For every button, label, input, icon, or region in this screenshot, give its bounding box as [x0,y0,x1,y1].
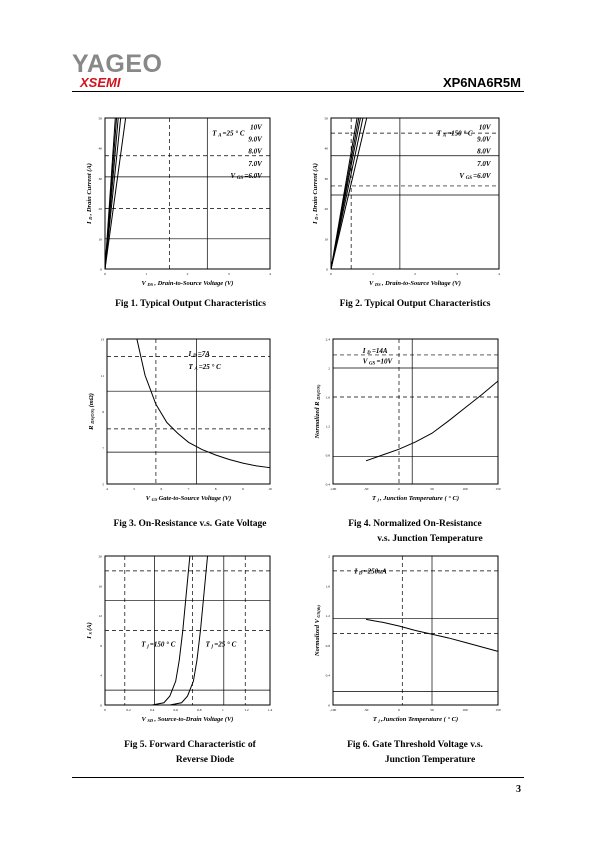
x-tick-label: 7 [187,487,190,491]
series-line [137,339,270,468]
chart-annotation: 7.0V [477,159,491,168]
figure-caption: Fig 4. Normalized On-Resistance v.s. Junction Temperature [348,519,483,544]
footer-divider [72,777,524,778]
x-tick-label: 0 [330,272,332,276]
x-tick-label: 1 [372,272,374,276]
chart-annotation: I D =14A [362,347,388,357]
figure-caption: Fig 1. Typical Output Characteristics [115,299,266,309]
y-tick-label: 1.6 [325,395,330,400]
y-axis-label: I S (A) [86,622,94,639]
x-tick-label: 3 [227,272,230,276]
series-line [331,118,363,269]
x-tick-label: 1 [221,708,224,712]
y-tick-label: 1.2 [325,424,330,429]
chart-5 [86,554,273,724]
y-tick-label: 16 [98,584,102,589]
x-tick-label: 0 [104,272,106,276]
x-tick-label: 6 [160,487,163,491]
x-tick-label: 0 [398,708,400,712]
y-tick-label: 2 [328,366,330,371]
x-tick-label: 0.2 [126,708,131,712]
y-axis-label: I D , Drain Current (A) [312,163,320,224]
chart-4 [314,337,501,503]
y-tick-label: 10 [98,237,102,242]
y-tick-label: 0 [100,703,102,708]
chart-2 [312,116,500,288]
chart-annotation: 9.0V [248,135,262,144]
x-tick-label: 4 [106,487,108,491]
y-tick-label: 13 [100,337,104,342]
x-axis-label: T j , Junction Temperature ( ° C) [372,495,459,503]
y-tick-label: 50 [98,116,102,121]
series-line [105,118,121,269]
figure-caption: Fig 5. Forward Characteristic of Reverse Diode [124,740,256,765]
y-tick-label: 2 [328,554,330,559]
x-axis-label: V SD , Source-to-Drain Voltage (V) [141,716,234,724]
y-tick-label: 4 [100,673,102,678]
chart-annotation: T j =150 ° C [141,640,176,650]
series-line [366,381,498,461]
y-tick-label: 9 [102,410,104,414]
x-tick-label: 4 [269,272,271,276]
x-tick-label: 100 [462,708,468,712]
x-tick-label: 1 [145,272,148,276]
x-axis-label: V DS , Drain-to-Source Voltage (V) [141,280,234,288]
figure-caption: Fig 2. Typical Output Characteristics [339,299,491,309]
x-tick-label: 2 [414,272,416,276]
y-tick-label: 0.4 [325,482,330,487]
y-axis-label: Normalized V GS(th) [314,604,322,657]
x-tick-label: 2 [186,272,189,276]
chart-annotation: V GS =6.0V [459,171,491,182]
page-number: 3 [516,784,521,795]
logo-brand: YAGEO [72,50,163,78]
y-axis-label: R DS(ON) (mΩ) [88,393,96,430]
x-tick-label: 10 [268,487,272,491]
x-tick-label: 0.8 [197,708,202,712]
chart-annotation: V GS =6.0V [230,171,262,182]
x-tick-label: 3 [456,272,458,276]
x-axis-label: T j ,Junction Temperature ( ° C) [372,716,459,724]
y-axis-label: I D , Drain Current (A) [86,163,94,224]
x-tick-label: 150 [495,487,501,491]
chart-1 [86,116,271,288]
chart-annotation: 7.0V [248,159,262,168]
y-tick-label: 20 [98,554,102,559]
x-tick-label: 1.4 [267,708,273,712]
part-number: XP6NA6R5M [442,75,521,90]
y-tick-label: 5 [102,482,104,487]
chart-annotation: 8.0V [477,147,491,156]
y-tick-label: 0.4 [325,673,330,678]
plot-frame [107,339,270,484]
chart-3 [88,337,272,503]
header-divider [72,91,524,92]
x-tick-label: 4 [498,272,500,276]
x-tick-label: 0 [398,487,400,491]
chart-6 [314,554,501,724]
x-tick-label: -50 [363,708,369,712]
y-tick-label: 50 [324,116,328,121]
y-tick-label: 0.8 [325,453,330,458]
y-axis-label: Normalized R DS(ON) [314,384,322,439]
y-tick-label: 11 [100,373,104,378]
y-tick-label: 7 [102,446,104,451]
x-tick-label: -100 [329,487,337,491]
x-tick-label: 9 [241,487,244,491]
chart-annotation: T A =25 ° C [212,129,245,139]
chart-annotation: I D =250uA [354,567,387,577]
y-tick-label: 10 [324,237,328,242]
chart-annotation: T j =25 ° C [205,640,237,650]
logo-sub-brand: XSEMI [80,75,121,90]
chart-annotation: 8.0V [248,147,262,156]
chart-annotation: 10V [478,123,491,132]
x-axis-label: V DS , Drain-to-Source Voltage (V) [369,280,461,288]
x-tick-label: -100 [329,708,337,712]
y-tick-label: 0.8 [325,643,330,648]
figure-caption: Fig 3. On-Resistance v.s. Gate Voltage [113,519,267,529]
chart-annotation: V GS =10V [362,357,393,367]
x-tick-label: 8 [214,487,217,491]
x-tick-label: 5 [133,487,136,491]
chart-annotation: 9.0V [477,135,491,144]
x-tick-label: 0 [104,708,106,712]
y-tick-label: 30 [98,176,102,181]
x-axis-label: V GS Gate-to-Source Voltage (V) [145,495,232,503]
y-tick-label: 40 [324,146,328,151]
y-tick-label: 20 [98,207,102,212]
x-tick-label: 100 [462,487,468,491]
chart-annotation: T A =25 ° C [188,363,221,373]
y-tick-label: 1.2 [325,614,330,619]
series-line [331,118,367,269]
y-tick-label: 40 [98,146,102,151]
x-tick-label: 1.2 [244,708,249,712]
y-tick-label: 12 [98,614,102,619]
chart-annotation: T A =150 ° C [436,129,473,139]
chart-annotation: I D =7A [188,350,210,360]
y-tick-label: 0 [100,267,102,272]
plot-frame [333,339,498,484]
yageo-logo [72,50,182,90]
x-tick-label: -50 [363,487,369,491]
y-tick-label: 0 [326,267,328,272]
y-tick-label: 1.6 [325,584,330,589]
y-tick-label: 2.4 [325,337,330,342]
y-tick-label: 30 [324,176,328,181]
x-tick-label: 50 [430,487,434,491]
x-tick-label: 0.6 [173,708,178,712]
plot-frame [105,118,270,269]
y-tick-label: 0 [328,703,330,708]
y-tick-label: 20 [324,207,328,212]
x-tick-label: 150 [495,708,501,712]
x-tick-label: 0.4 [149,708,155,712]
figure-caption: Fig 6. Gate Threshold Voltage v.s. Junction Temperature [347,740,483,765]
y-tick-label: 8 [100,643,102,648]
chart-annotation: 10V [250,123,262,132]
x-tick-label: 50 [430,708,434,712]
